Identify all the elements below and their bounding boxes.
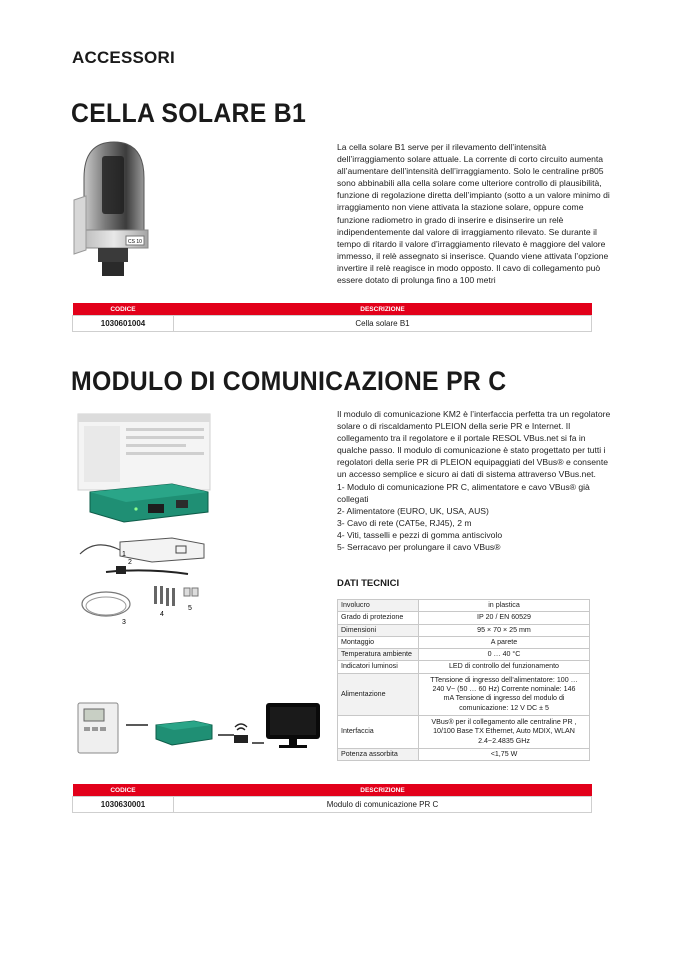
solar-cell-image (72, 138, 154, 278)
tech-label: Alimentazione (338, 673, 419, 715)
product1-code-table (72, 303, 592, 332)
tech-value: VBus® per il collegamento alle centraline PR , 10/100 Base TX Ethernet, Auto MDIX, WLAN 2.4~2.4835 GHz (419, 715, 590, 748)
product1-title: CELLA SOLARE B1 (71, 98, 307, 128)
tech-label: Indicatori luminosi (338, 661, 419, 673)
header-description: DESCRIZIONE (174, 303, 592, 316)
product1-description (337, 141, 613, 286)
part-number-4: 4 (160, 611, 164, 618)
table-row (338, 600, 590, 612)
part-number-3: 3 (122, 619, 126, 626)
product2-title: MODULO DI COMUNICAZIONE PR C (71, 366, 507, 396)
table-row (73, 316, 592, 332)
header-description: DESCRIZIONE (174, 784, 592, 797)
tech-value: 95 × 70 × 25 mm (419, 624, 590, 636)
table-row (73, 797, 592, 813)
part-number-2: 2 (128, 559, 132, 566)
parts-image (76, 528, 218, 632)
tech-value: in plastica (419, 600, 590, 612)
product1-description-text: La cella solare B1 serve per il rilevamento dell’intensità dell’irraggiamento solare attuale. La corrente di corto circuito aumenta all’aumentare dell’intensità dell’irraggiamento. Solo le centraline pr805 sono abbinabili alla cella solare come ulteriore controllo di plausibilità, funzione di regolazione diretta dell’impianto (sotto a un valore minimo di irraggiamento non viene attivata la stazione solare, oppure come funzione radiometro in grado di inserire e disinserire un relè indipendentemente dal valore di irraggiamento rilevato. Se durante il tempo di ritardo il valore d’irraggiamento rilevato è maggiore del valore immesso, il relè assegnato si inserisce. Quando viene attivata l’opzione invertire il relè reagisce in modo opposto. Il cavo di collegamento può essere dotato di prolunga fino a 100 metri (337, 142, 610, 286)
tech-label: Interfaccia (338, 715, 419, 748)
section-label: ACCESSORI (72, 48, 175, 67)
device-label: CS 10 (128, 239, 142, 245)
table-row (338, 612, 590, 624)
part-number-5: 5 (188, 605, 192, 612)
part-number-1: 1 (122, 551, 126, 558)
tech-label: Montaggio (338, 636, 419, 648)
tech-label: Dimensioni (338, 624, 419, 636)
tech-value: <1,75 W (419, 748, 590, 760)
table-row (338, 715, 590, 748)
header-code: CODICE (73, 784, 174, 797)
list-item: 5- Serracavo per prolungare il cavo VBus® (337, 542, 501, 553)
tech-value: 0 … 40 °C (419, 649, 590, 661)
table-row (338, 748, 590, 760)
tech-value: A parete (419, 636, 590, 648)
connection-diagram (76, 697, 324, 757)
tech-value: LED di controllo del funzionamento (419, 661, 590, 673)
table-row (338, 624, 590, 636)
table-row (338, 636, 590, 648)
list-item: 3- Cavo di rete (CAT5e, RJ45), 2 m (337, 517, 472, 528)
product2-description (337, 408, 613, 553)
list-item: 2- Alimentatore (EURO, UK, USA, AUS) (337, 505, 489, 516)
header-code: CODICE (73, 303, 174, 316)
table-row (338, 673, 590, 715)
tech-table (337, 599, 590, 761)
tech-label: Involucro (338, 600, 419, 612)
table-row (338, 661, 590, 673)
dati-tecnici-title: DATI TECNICI (337, 578, 400, 589)
product-code: 1030601004 (73, 316, 174, 332)
list-item: 4- Viti, tasselli e pezzi di gomma antiscivolo (337, 529, 503, 540)
module-image (72, 410, 218, 528)
tech-label: Temperatura ambiente (338, 649, 419, 661)
product-description: Cella solare B1 (174, 316, 592, 332)
tech-value: TTensione di ingresso dell’alimentatore: 100 … 240 V~ (50 … 60 Hz) Corrente nominale: 146 mA Tensione di ingresso del modulo di comunicazione: 12 V DC ± 5 (419, 673, 590, 715)
product-code: 1030630001 (73, 797, 174, 813)
tech-label: Grado di protezione (338, 612, 419, 624)
product2-code-table (72, 784, 592, 813)
table-row (338, 649, 590, 661)
product-description: Modulo di comunicazione PR C (174, 797, 592, 813)
tech-label: Potenza assorbita (338, 748, 419, 760)
tech-value: IP 20 / EN 60529 (419, 612, 590, 624)
product2-description-text: Il modulo di comunicazione KM2 è l’interfaccia perfetta tra un regolatore solare o di riscaldamento PLEION della serie PR e Internet. Il collegamento tra il regolatore e il portale RESOL VBus.net si fa in qualche passo. Il modulo di comunicazione è stato progettato per tutti i regolatori della serie PR di PLEION equipaggiati del VBus® e consente un accesso semplice e sicuro ai dati di sistema attraverso VBus.net. (337, 409, 611, 480)
list-item: 1- Modulo di comunicazione PR C, alimentatore e cavo VBus® già collegati (337, 481, 590, 504)
